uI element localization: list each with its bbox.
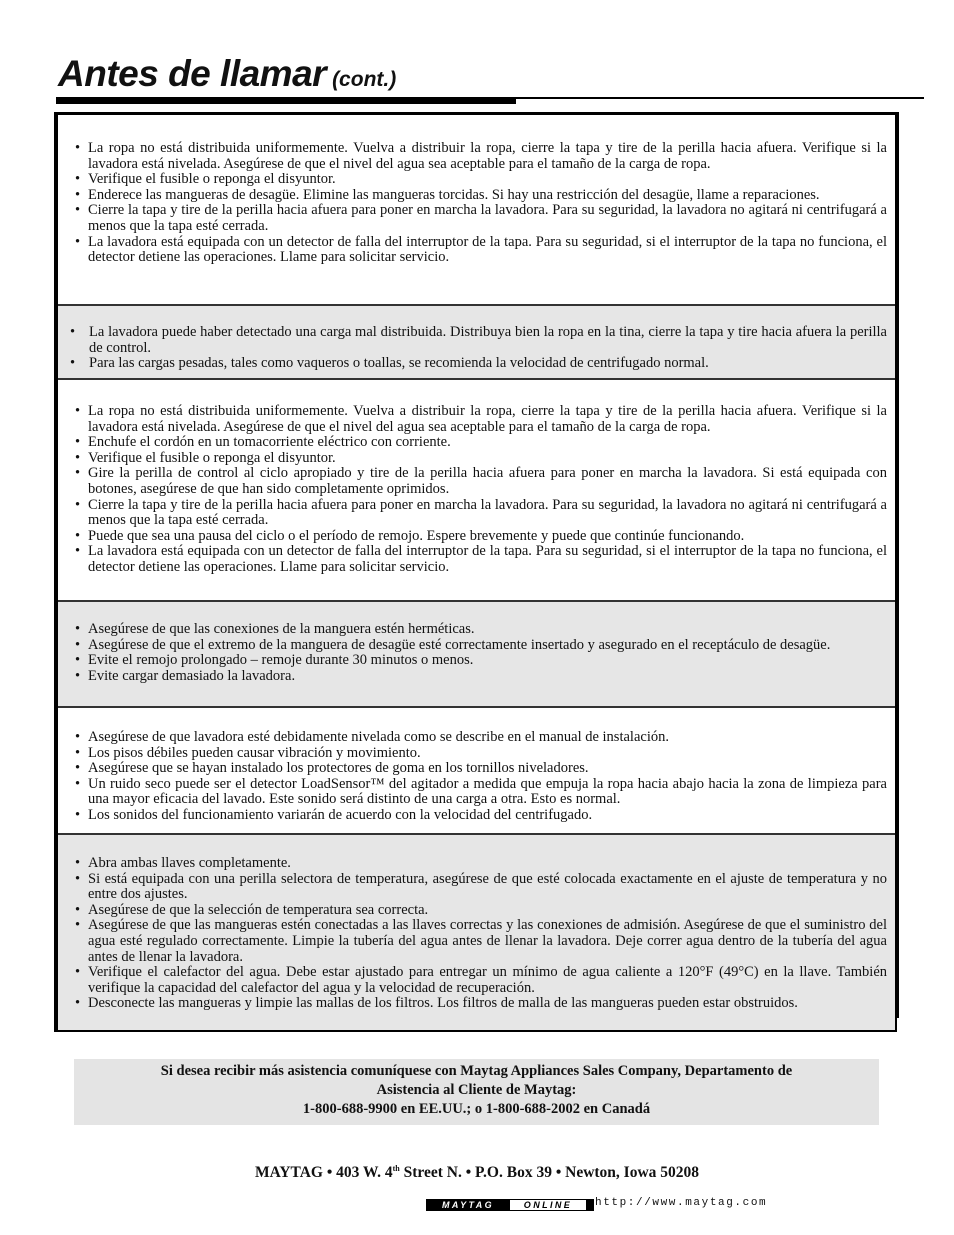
address-ordinal: th	[392, 1164, 400, 1173]
list-item: • Evite el remojo prolongado – remoje durante 30 minutos o menos.	[88, 653, 887, 669]
contact-box	[74, 1059, 879, 1125]
list-item: • Abra ambas llaves completamente.	[88, 856, 887, 872]
address-start: MAYTAG • 403 W. 4	[254, 1164, 393, 1182]
section-2-list	[89, 325, 887, 372]
list-item: • Enderece las mangueras de desagüe. Elimine las mangueras torcidas. Si hay una restricción del desagüe, llame a reparaciones.	[88, 188, 887, 204]
contact-phone-line: 1-800-688-9900 en EE.UU.; o 1-800-688-2002 en Canadá	[302, 1101, 651, 1117]
section-1	[58, 115, 895, 306]
section-2	[58, 306, 895, 380]
address-end: Street N. • P.O. Box 39 • Newton, Iowa 50208	[399, 1164, 700, 1182]
list-item: • Cierre la tapa y tire de la perilla hacia afuera para poner en marcha la lavadora. Para su seguridad, la lavadora no agitará ni centrifugará a menos que la tapa esté cerrada.	[88, 498, 887, 529]
section-6-list	[88, 856, 887, 1012]
list-item: • Asegúrese de que lavadora esté debidamente nivelada como se describe en el manual de instalación.	[88, 730, 887, 746]
website-url: http://www.maytag.com	[595, 1197, 768, 1209]
list-item: • La ropa no está distribuida uniformemente. Vuelva a distribuir la ropa, cierre la tapa y tire de la perilla hacia afuera. Verifique si la lavadora está nivelada. Asegúrese de que el nivel del agua sea aceptable para el tamaño de la carga de ropa.	[88, 141, 887, 172]
page-title	[58, 52, 396, 102]
list-item: • La lavadora está equipada con un detector de falla del interruptor de la tapa. Para su seguridad, si el interruptor de la tapa no funciona, el detector detiene las operaciones. Llame para solicitar servicio.	[88, 544, 887, 575]
contact-line-2: Asistencia al Cliente de Maytag:	[376, 1082, 577, 1098]
list-item: • Asegúrese de que las conexiones de la manguera estén herméticas.	[88, 622, 887, 638]
list-item: • Gire la perilla de control al ciclo apropiado y tire de la perilla hacia afuera para poner en marcha la lavadora. Si está equipada con botones, asegúrese de que han sido completamente oprimidos.	[88, 466, 887, 497]
title-continued: (cont.)	[332, 68, 397, 91]
list-item: • Verifique el calefactor del agua. Debe estar ajustado para entregar un mínimo de agua caliente a 120°F (49°C) en la llave. También verifique la capacidad del calefactor del agua y la velocidad de recuperación.	[88, 965, 887, 996]
section-5-list	[88, 730, 887, 824]
section-1-list	[88, 141, 887, 266]
list-item: • Para las cargas pesadas, tales como vaqueros o toallas, se recomienda la velocidad de centrifugado normal.	[89, 356, 887, 372]
list-item: • Los sonidos del funcionamiento variarán de acuerdo con la velocidad del centrifugado.	[88, 808, 887, 824]
list-item: • Si está equipada con una perilla selectora de temperatura, asegúrese de que esté colocada exactamente en el ajuste de temperatura y no entre dos ajustes.	[88, 872, 887, 903]
list-item: • Verifique el fusible o reponga el disyuntor.	[88, 172, 887, 188]
list-item: • Asegúrese que se hayan instalado los protectores de goma en los tornillos niveladores.	[88, 761, 887, 777]
list-item: • La lavadora está equipada con un detector de falla del interruptor de la tapa. Para su seguridad, si el interruptor de la tapa no funciona, el detector detiene las operaciones. Llame para solicitar servicio.	[88, 235, 887, 266]
section-5	[58, 708, 895, 835]
logo-maytag: MAYTAG	[426, 1199, 510, 1211]
list-item: • Evite cargar demasiado la lavadora.	[88, 669, 887, 685]
section-4	[58, 602, 895, 708]
list-item: • Verifique el fusible o reponga el disyuntor.	[88, 451, 887, 467]
list-item: • La lavadora puede haber detectado una carga mal distribuida. Distribuya bien la ropa en la tina, cierre la tapa y tire hacia afuera la perilla de control.	[89, 325, 887, 356]
list-item: • Asegúrese de que el extremo de la manguera de desagüe esté correctamente insertado y asegurado en el receptáculo de desagüe.	[88, 638, 887, 654]
title-rule-thin	[516, 97, 924, 99]
section-6	[58, 835, 895, 1030]
logo-end-block	[586, 1199, 594, 1211]
maytag-online-logo	[426, 1199, 594, 1211]
section-3	[58, 380, 895, 602]
list-item: • Los pisos débiles pueden causar vibración y movimiento.	[88, 746, 887, 762]
company-address	[0, 1164, 954, 1182]
section-3-list	[88, 404, 887, 576]
contact-line-1: Si desea recibir más asistencia comuníquese con Maytag Appliances Sales Company, Departamento de	[160, 1063, 793, 1079]
title-rule-thick	[56, 97, 516, 104]
title-main: Antes de llamar	[58, 53, 327, 94]
list-item: • Un ruido seco puede ser el detector LoadSensor™ del agitador a medida que empuja la ropa hacia abajo hacia la zona de limpieza para una mayor eficacia del lavado. Este sonido será distinto de una carga a otra. Esto es normal.	[88, 777, 887, 808]
list-item: • Asegúrese de que la selección de temperatura sea correcta.	[88, 903, 887, 919]
troubleshooting-table	[54, 112, 897, 1032]
list-item: • La ropa no está distribuida uniformemente. Vuelva a distribuir la ropa, cierre la tapa y tire de la perilla hacia afuera. Verifique si la lavadora está nivelada. Asegúrese de que el nivel del agua sea aceptable para el tamaño de la carga de ropa.	[88, 404, 887, 435]
list-item: • Enchufe el cordón en un tomacorriente eléctrico con corriente.	[88, 435, 887, 451]
list-item: • Puede que sea una pausa del ciclo o el período de remojo. Espere brevemente y puede que continúe funcionando.	[88, 529, 887, 545]
list-item: • Asegúrese de que las mangueras estén conectadas a las llaves correctas y las conexiones de admisión. Asegúrese de que el suministro del agua esté regulado correctamente. Limpie la tubería del agua antes de llenar la lavadora. Deje correr agua dentro de la tubería del agua antes de llenar la lavadora.	[88, 918, 887, 965]
section-4-list	[88, 622, 887, 684]
list-item: • Desconecte las mangueras y limpie las mallas de los filtros. Los filtros de malla de las mangueras pueden estar obstruidos.	[88, 996, 887, 1012]
logo-online: ONLINE	[510, 1199, 586, 1211]
list-item: • Cierre la tapa y tire de la perilla hacia afuera para poner en marcha la lavadora. Para su seguridad, la lavadora no agitará ni centrifugará a menos que la tapa esté cerrada.	[88, 203, 887, 234]
